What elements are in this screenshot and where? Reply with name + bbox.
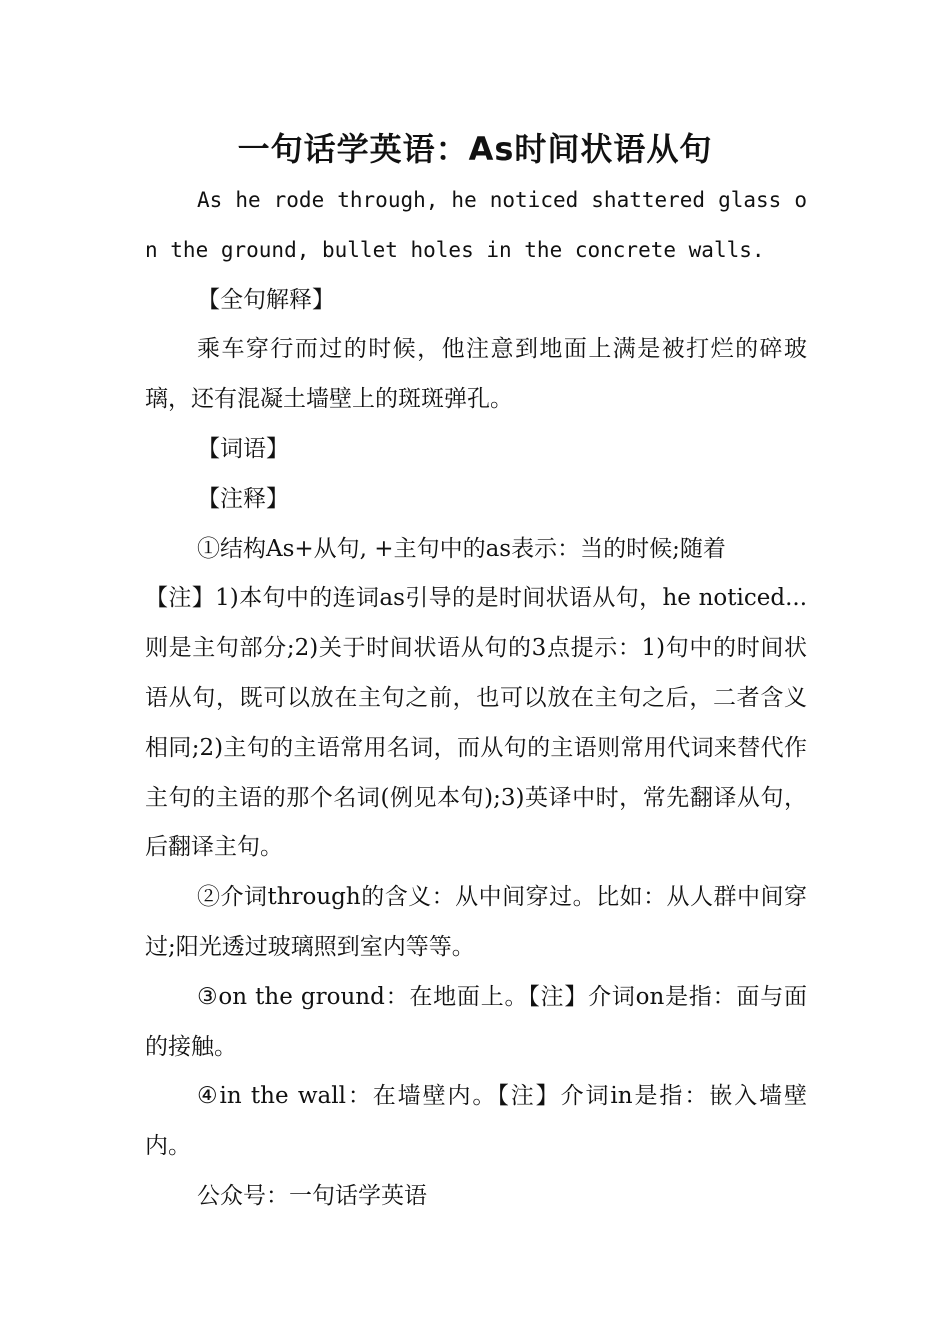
document-title: 一句话学英语：As时间状语从句 — [237, 130, 713, 168]
full-sentence-translation: 乘车穿行而过的时候，他注意到地面上满是被打烂的碎玻璃，还有混凝土墙壁上的斑斑弹孔。 — [145, 336, 807, 413]
note-1-detail: 【注】1)本句中的连词as引导的是时间状语从句，he noticed...则是主句部分;2)关于时间状语从句的3点提示：1)句中的时间状语从句，既可以放在主句之前，也可以放在主句之后，二者含义相同;2)主句的主语常用名词，而从句的主语则常用代词来替代作主句的主语的那个名词(例见本句);3)英译中时，常先翻译从句，后翻译主句。 — [145, 585, 807, 861]
example-sentence: As he rode through, he noticed shattered glass on the ground, bullet holes in the concrete walls. — [145, 188, 807, 262]
note-3-on-the-ground: ③on the ground：在地面上。【注】介词on是指：面与面的接触。 — [145, 983, 807, 1060]
note-2-through: ②介词through的含义：从中间穿过。比如：从人群中间穿过;阳光透过玻璃照到室内等等。 — [145, 884, 807, 960]
note-1-structure: ①结构As+从句, +主句中的as表示：当的时候;随着 — [197, 535, 726, 562]
section-heading-full-explanation: 【全句解释】 — [197, 286, 335, 313]
section-heading-notes: 【注释】 — [197, 485, 289, 512]
public-account-footer: 公众号：一句话学英语 — [197, 1182, 427, 1209]
section-heading-vocabulary: 【词语】 — [197, 435, 289, 462]
document-body — [145, 176, 807, 1222]
note-4-in-the-wall: ④in the wall：在墙壁内。【注】介词in是指：嵌入墙壁内。 — [145, 1083, 807, 1160]
